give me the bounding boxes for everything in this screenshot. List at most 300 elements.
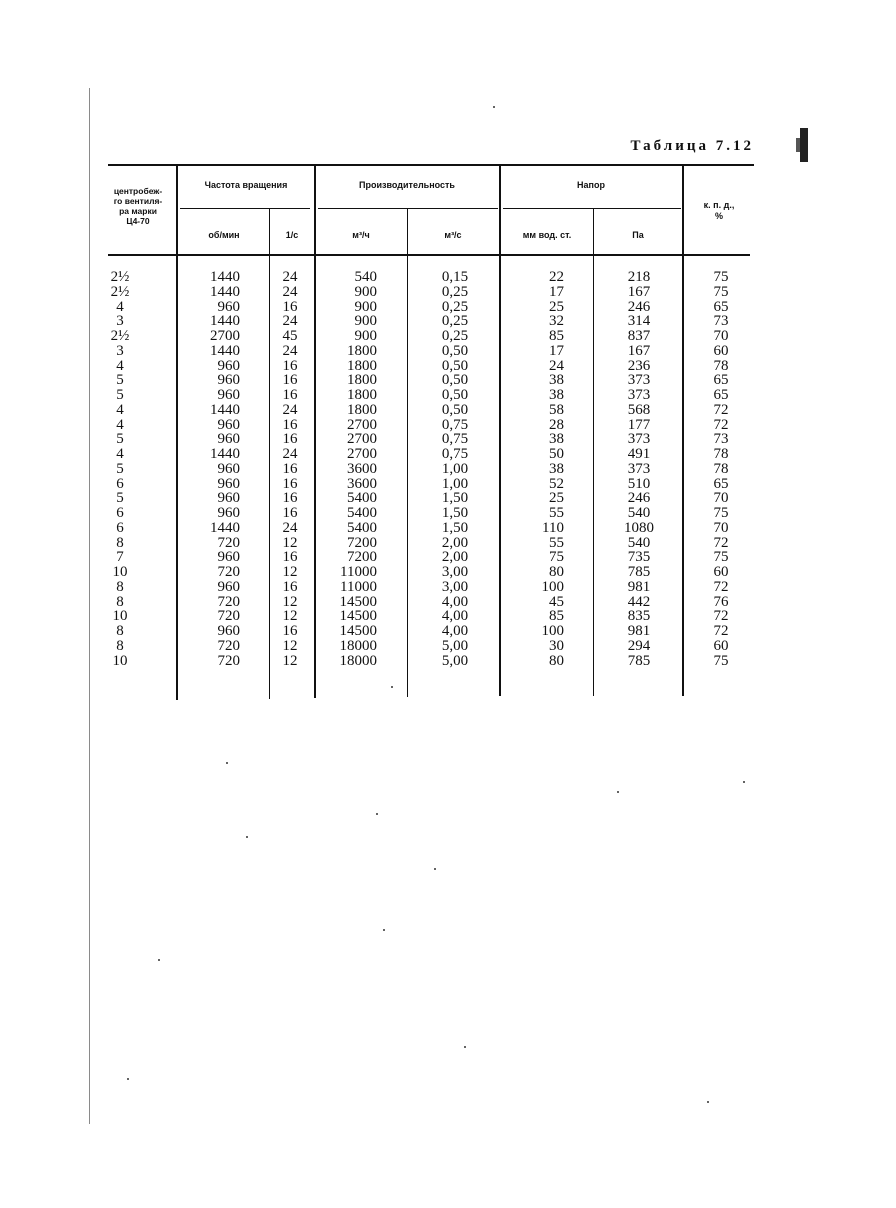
header-head: Напор <box>577 180 605 190</box>
cell-head-pa: 373 <box>627 387 651 403</box>
cell-capacity-m3h <box>315 447 405 462</box>
cell-head-mm <box>502 609 592 624</box>
table-row <box>0 329 896 344</box>
cell-head-pa: 373 <box>627 431 651 448</box>
cell-value: 7200 <box>347 534 377 551</box>
cell-value: 900 <box>354 328 377 344</box>
cell-rps: 16 <box>282 490 298 507</box>
cell-rps: 16 <box>282 387 298 403</box>
cell-rps: 16 <box>282 460 298 477</box>
cell-value: 1440 <box>210 519 240 536</box>
cell-value: 900 <box>354 283 377 300</box>
cell-efficiency: 75 <box>713 283 729 300</box>
cell-value: 5400 <box>347 505 377 521</box>
cell-efficiency: 70 <box>713 328 729 344</box>
cell-rpm <box>180 521 270 536</box>
cell-capacity-m3h <box>315 609 405 624</box>
cell-fan-size: 2½ <box>110 328 130 344</box>
cell-value: 58 <box>549 401 564 418</box>
cell-head-pa: 373 <box>627 460 651 477</box>
cell-fan-size: 5 <box>116 490 124 507</box>
cell-value: 720 <box>217 534 240 551</box>
cell-fan-size: 10 <box>112 652 128 669</box>
cell-value: 32 <box>549 313 564 330</box>
cell-rpm <box>180 477 270 492</box>
cell-fan-size: 8 <box>116 534 124 551</box>
cell-head-pa: 837 <box>627 328 651 344</box>
cell-rps: 24 <box>282 269 298 285</box>
scan-speck <box>464 1046 466 1048</box>
cell-fan-size: 8 <box>116 623 124 639</box>
cell-rpm <box>180 285 270 300</box>
table-row <box>0 550 896 565</box>
scan-speck <box>158 959 160 961</box>
table-row <box>0 300 896 315</box>
cell-fan-size: 6 <box>116 475 124 492</box>
cell-capacity-m3h <box>315 373 405 388</box>
cell-value: 720 <box>217 593 240 610</box>
table-row <box>0 536 896 551</box>
cell-efficiency: 78 <box>713 357 729 374</box>
cell-rpm <box>180 654 270 669</box>
cell-rpm <box>180 491 270 506</box>
cell-head-mm <box>502 506 592 521</box>
cell-value: 540 <box>354 269 377 285</box>
cell-efficiency: 78 <box>713 446 729 462</box>
cell-efficiency: 65 <box>713 372 729 389</box>
cell-value: 2700 <box>347 416 377 433</box>
cell-head-mm <box>502 624 592 639</box>
cell-head-pa: 568 <box>627 401 651 418</box>
cell-efficiency: 72 <box>713 608 729 625</box>
cell-value: 960 <box>217 416 240 433</box>
cell-rpm <box>180 314 270 329</box>
cell-head-pa: 491 <box>627 446 651 462</box>
cell-efficiency: 75 <box>713 505 729 521</box>
header-capacity-m3s: м³/с <box>444 230 462 240</box>
header-head-pa: Па <box>632 230 644 240</box>
cell-value: 110 <box>542 519 564 536</box>
scan-speck <box>127 1078 129 1080</box>
cell-capacity-m3h <box>315 506 405 521</box>
cell-capacity-m3s: 0,25 <box>441 283 469 300</box>
scan-speck <box>743 781 745 783</box>
cell-rps: 12 <box>282 593 298 610</box>
cell-value: 17 <box>549 283 564 300</box>
cell-rpm <box>180 418 270 433</box>
cell-value: 720 <box>217 608 240 625</box>
table-row <box>0 624 896 639</box>
cell-value: 960 <box>217 578 240 595</box>
cell-fan-size: 5 <box>116 460 124 477</box>
table-row <box>0 639 896 654</box>
cell-head-pa: 1080 <box>624 519 654 536</box>
header-capacity-m3h: м³/ч <box>352 230 370 240</box>
table-top-rule <box>108 164 754 166</box>
cell-capacity-m3h <box>315 550 405 565</box>
cell-rps: 16 <box>282 549 298 566</box>
cell-value: 960 <box>217 549 240 566</box>
cell-value: 80 <box>549 564 564 580</box>
cell-capacity-m3s: 0,75 <box>441 431 469 448</box>
cell-head-mm <box>502 595 592 610</box>
cell-efficiency: 73 <box>713 313 729 330</box>
table-row <box>0 359 896 374</box>
cell-rpm <box>180 432 270 447</box>
table-row <box>0 462 896 477</box>
cell-value: 38 <box>549 460 564 477</box>
cell-capacity-m3h <box>315 432 405 447</box>
cell-head-pa: 218 <box>627 269 651 285</box>
scan-speck <box>383 929 385 931</box>
subheader-rule-capacity <box>318 208 498 209</box>
cell-value: 18000 <box>339 652 377 669</box>
cell-capacity-m3s: 0,15 <box>441 269 469 285</box>
cell-head-pa: 442 <box>627 593 651 610</box>
cell-head-mm <box>502 329 592 344</box>
cell-capacity-m3h <box>315 300 405 315</box>
cell-rps: 16 <box>282 578 298 595</box>
cell-value: 75 <box>549 549 564 566</box>
cell-rpm <box>180 609 270 624</box>
cell-capacity-m3h <box>315 521 405 536</box>
cell-head-pa: 510 <box>627 475 651 492</box>
cell-capacity-m3h <box>315 329 405 344</box>
cell-value: 960 <box>217 505 240 521</box>
cell-efficiency: 60 <box>713 637 729 654</box>
cell-efficiency: 72 <box>713 534 729 551</box>
cell-head-pa: 835 <box>627 608 651 625</box>
cell-value: 28 <box>549 416 564 433</box>
table-row <box>0 270 896 285</box>
cell-head-pa: 314 <box>627 313 651 330</box>
cell-efficiency: 65 <box>713 387 729 403</box>
cell-rps: 12 <box>282 564 298 580</box>
header-bottom-rule <box>108 254 750 256</box>
cell-rps: 12 <box>282 652 298 669</box>
cell-fan-size: 4 <box>116 416 124 433</box>
cell-capacity-m3s: 2,00 <box>441 549 469 566</box>
table-row <box>0 654 896 669</box>
table-row <box>0 403 896 418</box>
table-row <box>0 521 896 536</box>
cell-rpm <box>180 595 270 610</box>
cell-head-mm <box>502 565 592 580</box>
cell-efficiency: 60 <box>713 342 729 359</box>
scan-speck <box>226 762 228 764</box>
cell-value: 85 <box>549 328 564 344</box>
cell-rpm <box>180 373 270 388</box>
cell-head-pa: 540 <box>627 534 651 551</box>
cell-value: 720 <box>217 637 240 654</box>
cell-value: 25 <box>549 298 564 315</box>
cell-value: 3600 <box>347 460 377 477</box>
cell-capacity-m3h <box>315 285 405 300</box>
cell-head-mm <box>502 270 592 285</box>
cell-value: 50 <box>549 446 564 462</box>
scan-speck <box>617 791 619 793</box>
cell-value: 960 <box>217 298 240 315</box>
cell-value: 2700 <box>210 328 240 344</box>
cell-capacity-m3s: 3,00 <box>441 564 469 580</box>
cell-rps: 16 <box>282 416 298 433</box>
cell-value: 11000 <box>340 564 377 580</box>
cell-rps: 16 <box>282 475 298 492</box>
cell-value: 960 <box>217 475 240 492</box>
cell-value: 960 <box>217 372 240 389</box>
cell-capacity-m3s: 0,50 <box>441 387 469 403</box>
cell-head-mm <box>502 359 592 374</box>
scan-speck <box>246 836 248 838</box>
cell-capacity-m3s: 5,00 <box>441 637 469 654</box>
cell-fan-size: 10 <box>112 608 128 625</box>
cell-head-mm <box>502 300 592 315</box>
table-row <box>0 477 896 492</box>
cell-fan-size: 6 <box>116 505 124 521</box>
cell-capacity-m3s: 4,00 <box>441 593 469 610</box>
cell-head-mm <box>502 477 592 492</box>
cell-fan-size: 7 <box>116 549 124 566</box>
cell-capacity-m3h <box>315 270 405 285</box>
cell-value: 22 <box>549 269 564 285</box>
cell-rps: 16 <box>282 372 298 389</box>
cell-value: 720 <box>217 564 240 580</box>
scan-speck <box>707 1101 709 1103</box>
cell-head-pa: 167 <box>627 283 651 300</box>
cell-value: 1440 <box>210 446 240 462</box>
cell-rps: 16 <box>282 357 298 374</box>
cell-rps: 24 <box>282 342 298 359</box>
cell-rps: 16 <box>282 298 298 315</box>
cell-capacity-m3h <box>315 654 405 669</box>
cell-efficiency: 72 <box>713 401 729 418</box>
table-row <box>0 373 896 388</box>
scan-speck <box>434 868 436 870</box>
cell-capacity-m3s: 1,50 <box>441 519 469 536</box>
cell-head-mm <box>502 580 592 595</box>
cell-value: 2700 <box>347 431 377 448</box>
cell-head-mm <box>502 432 592 447</box>
cell-head-pa: 177 <box>627 416 651 433</box>
cell-value: 960 <box>217 387 240 403</box>
cell-rpm <box>180 639 270 654</box>
cell-value: 24 <box>549 357 564 374</box>
cell-value: 30 <box>549 637 564 654</box>
cell-value: 55 <box>549 534 564 551</box>
cell-head-mm <box>502 373 592 388</box>
cell-fan-size: 8 <box>116 578 124 595</box>
cell-capacity-m3s: 1,00 <box>441 475 469 492</box>
cell-capacity-m3h <box>315 491 405 506</box>
table-row <box>0 344 896 359</box>
cell-rpm <box>180 462 270 477</box>
cell-rpm <box>180 447 270 462</box>
cell-capacity-m3h <box>315 595 405 610</box>
cell-head-pa: 785 <box>627 564 651 580</box>
cell-efficiency: 72 <box>713 623 729 639</box>
cell-value: 2700 <box>347 446 377 462</box>
cell-rps: 24 <box>282 401 298 418</box>
cell-value: 1440 <box>210 401 240 418</box>
cell-value: 25 <box>549 490 564 507</box>
subheader-rule-rotation <box>180 208 310 209</box>
cell-capacity-m3s: 1,50 <box>441 505 469 521</box>
cell-head-mm <box>502 344 592 359</box>
cell-value: 5400 <box>347 519 377 536</box>
cell-capacity-m3h <box>315 403 405 418</box>
cell-rpm <box>180 565 270 580</box>
cell-head-mm <box>502 550 592 565</box>
cell-efficiency: 75 <box>713 549 729 566</box>
cell-capacity-m3h <box>315 418 405 433</box>
cell-efficiency: 70 <box>713 519 729 536</box>
header-capacity: Производительность <box>359 180 455 190</box>
cell-capacity-m3h <box>315 462 405 477</box>
cell-rps: 45 <box>282 328 298 344</box>
cell-efficiency: 65 <box>713 298 729 315</box>
cell-value: 55 <box>549 505 564 521</box>
table-row <box>0 609 896 624</box>
cell-value: 14500 <box>339 608 377 625</box>
table-row <box>0 595 896 610</box>
cell-rpm <box>180 550 270 565</box>
cell-capacity-m3h <box>315 624 405 639</box>
cell-rpm <box>180 536 270 551</box>
cell-capacity-m3s: 0,50 <box>441 342 469 359</box>
cell-head-pa: 540 <box>627 505 651 521</box>
cell-fan-size: 4 <box>116 401 124 418</box>
cell-efficiency: 65 <box>713 475 729 492</box>
cell-value: 18000 <box>339 637 377 654</box>
cell-head-mm <box>502 536 592 551</box>
cell-capacity-m3h <box>315 359 405 374</box>
table-row <box>0 580 896 595</box>
cell-value: 17 <box>549 342 564 359</box>
cell-rps: 12 <box>282 608 298 625</box>
cell-fan-size: 4 <box>116 446 124 462</box>
cell-value: 960 <box>217 357 240 374</box>
cell-value: 720 <box>217 652 240 669</box>
subheader-rule-head <box>503 208 681 209</box>
cell-head-pa: 246 <box>627 298 651 315</box>
header-rotation: Частота вращения <box>204 180 288 190</box>
cell-head-mm <box>502 654 592 669</box>
cell-rpm <box>180 300 270 315</box>
cell-efficiency: 72 <box>713 416 729 433</box>
cell-value: 5400 <box>347 490 377 507</box>
cell-rpm <box>180 359 270 374</box>
table-row <box>0 314 896 329</box>
cell-capacity-m3s: 0,25 <box>441 328 469 344</box>
cell-value: 1800 <box>347 372 377 389</box>
cell-value: 1440 <box>210 283 240 300</box>
table-row <box>0 388 896 403</box>
header-head-mm: мм вод. ст. <box>522 230 572 240</box>
cell-capacity-m3s: 0,25 <box>441 298 469 315</box>
cell-head-mm <box>502 521 592 536</box>
cell-value: 100 <box>541 623 564 639</box>
cell-rpm <box>180 388 270 403</box>
cell-fan-size: 2½ <box>110 269 130 285</box>
cell-rpm <box>180 403 270 418</box>
cell-head-pa: 981 <box>627 623 651 639</box>
cell-rpm <box>180 344 270 359</box>
cell-value: 900 <box>354 298 377 315</box>
cell-value: 7200 <box>347 549 377 566</box>
scan-speck <box>391 686 393 688</box>
cell-capacity-m3h <box>315 536 405 551</box>
cell-head-pa: 167 <box>627 342 651 359</box>
cell-value: 38 <box>549 387 564 403</box>
cell-value: 1800 <box>347 357 377 374</box>
cell-value: 960 <box>217 623 240 639</box>
cell-fan-size: 4 <box>116 298 124 315</box>
cell-efficiency: 76 <box>713 593 729 610</box>
cell-head-mm <box>502 447 592 462</box>
cell-rpm <box>180 506 270 521</box>
cell-head-pa: 294 <box>627 637 651 654</box>
cell-value: 1800 <box>347 401 377 418</box>
cell-value: 960 <box>217 431 240 448</box>
cell-fan-size: 8 <box>116 593 124 610</box>
cell-capacity-m3s: 0,75 <box>441 446 469 462</box>
cell-capacity-m3h <box>315 388 405 403</box>
cell-capacity-m3h <box>315 344 405 359</box>
table-row <box>0 418 896 433</box>
cell-value: 1440 <box>210 342 240 359</box>
cell-value: 900 <box>354 313 377 330</box>
header-rotation-rpm: об/мин <box>208 230 240 240</box>
cell-fan-size: 6 <box>116 519 124 536</box>
cell-head-pa: 785 <box>627 652 651 669</box>
cell-capacity-m3s: 0,50 <box>441 357 469 374</box>
cell-fan-size: 3 <box>116 342 124 359</box>
cell-fan-size: 2½ <box>110 283 130 300</box>
table-title: Таблица 7.12 <box>630 138 754 154</box>
table-row <box>0 432 896 447</box>
cell-efficiency: 75 <box>713 269 729 285</box>
cell-value: 1440 <box>210 313 240 330</box>
cell-rpm <box>180 580 270 595</box>
cell-efficiency: 75 <box>713 652 729 669</box>
cell-value: 960 <box>217 490 240 507</box>
cell-head-pa: 981 <box>627 578 651 595</box>
cell-head-pa: 246 <box>627 490 651 507</box>
cell-value: 1800 <box>347 342 377 359</box>
cell-capacity-m3s: 1,50 <box>441 490 469 507</box>
cell-value: 960 <box>217 460 240 477</box>
cell-capacity-m3s: 0,50 <box>441 372 469 389</box>
table-row <box>0 565 896 580</box>
cell-capacity-m3h <box>315 580 405 595</box>
cell-head-mm <box>502 639 592 654</box>
table-row <box>0 447 896 462</box>
cell-value: 38 <box>549 431 564 448</box>
table-row <box>0 491 896 506</box>
cell-value: 80 <box>549 652 564 669</box>
cell-value: 52 <box>549 475 564 492</box>
cell-efficiency: 72 <box>713 578 729 595</box>
cell-fan-size: 10 <box>112 564 128 580</box>
cell-rpm <box>180 624 270 639</box>
cell-capacity-m3s: 1,00 <box>441 460 469 477</box>
scan-speck <box>493 106 495 108</box>
cell-fan-size: 5 <box>116 431 124 448</box>
cell-capacity-m3s: 5,00 <box>441 652 469 669</box>
header-efficiency: к. п. д., % <box>703 200 735 221</box>
cell-rpm <box>180 270 270 285</box>
cell-rps: 24 <box>282 283 298 300</box>
